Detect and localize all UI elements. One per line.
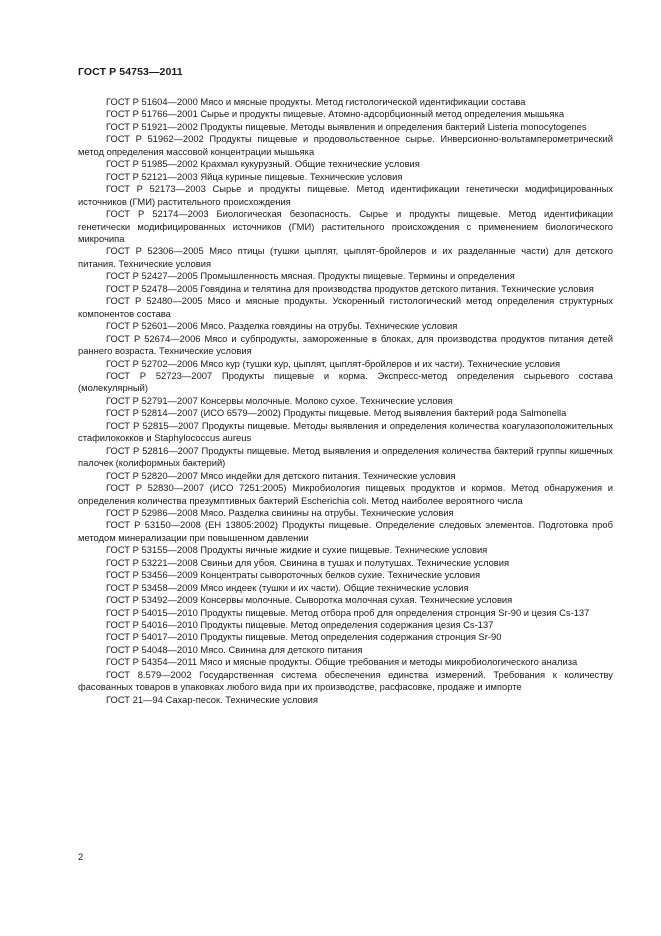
reference-entry: ГОСТ Р 54015—2010 Продукты пищевые. Метод отбора проб для определения стронция Sr-90 и цезия Cs-137 [106,606,590,618]
reference-entry: ГОСТ Р 53458—2009 Мясо индеек (тушки и их части). Общие технические условия [106,581,469,593]
document-header: ГОСТ Р 54753—2011 [78,66,183,78]
reference-entry: ГОСТ Р 52306—2005 Мясо птицы (тушки цыплят, цыплят-бройлеров и их разделанные части) для детского питания. Технические условия [78,245,613,269]
reference-entry: ГОСТ Р 52427—2005 Промышленность мясная. Продукты пищевые. Термины и определения [106,270,515,282]
reference-entry: ГОСТ Р 52173—2003 Сырье и продукты пищевые. Метод идентификации генетически модифицированных источников (ГМИ) растительного происхождения [78,183,613,207]
reference-entry: ГОСТ Р 52791—2007 Консервы молочные. Молоко сухое. Технические условия [106,394,453,406]
reference-entry: ГОСТ Р 52820—2007 Мясо индейки для детского питания. Технические условия [106,469,456,481]
reference-entry: ГОСТ Р 53150—2008 (ЕН 13805:2002) Продукты пищевые. Определение следовых элементов. Подготовка проб методом минерализации при повышенном давлении [78,519,613,543]
reference-entry: ГОСТ Р 52478—2005 Говядина и телятина для производства продуктов детского питания. Технические условия [106,282,594,294]
reference-entry: ГОСТ Р 53155—2008 Продукты яичные жидкие и сухие пищевые. Технические условия [106,544,488,556]
reference-entry: ГОСТ Р 53492—2009 Консервы молочные. Сыворотка молочная сухая. Технические условия [106,594,513,606]
reference-entry: ГОСТ Р 54354—2011 Мясо и мясные продукты. Общие требования и методы микробиологического анализа [106,656,578,668]
reference-entry: ГОСТ Р 54017—2010 Продукты пищевые. Метод определения содержания стронция Sr-90 [106,631,502,643]
reference-entry: ГОСТ Р 52815—2007 Продукты пищевые. Методы выявления и определения количества коагулазоположительных стафилококков и Staphylococcus aureus [78,419,613,444]
reference-entry: ГОСТ Р 52986—2008 Мясо. Разделка свинины на отрубы. Технические условия [106,506,454,518]
page-number: 2 [78,851,84,862]
reference-entry: ГОСТ 8.579—2002 Государственная система обеспечения единства измерений. Требования к количеству фасованных товаров в упаковках любого вида при их производстве, расфасовке, продаже и импорте [78,668,613,693]
reference-entry: ГОСТ Р 52121—2003 Яйца куриные пищевые. Технические условия [106,170,403,182]
reference-entry: ГОСТ Р 51766—2001 Сырье и продукты пищевые. Атомно-адсорбционный метод определения мышьяка [106,108,565,120]
reference-entry: ГОСТ Р 52830—2007 (ИСО 7251:2005) Микробиология пищевых продуктов и кормов. Метод обнаружения и определения количества презумптивных бактерий Escherichia coli. Метод наиболее вероятного числа [78,482,613,506]
reference-entry: ГОСТ Р 52816—2007 Продукты пищевые. Метод выявления и определения количества бактерий группы кишечных палочек (колиформных бактерий) [78,444,613,469]
reference-entry: ГОСТ Р 54048—2010 Мясо. Свинина для детского питания [106,643,363,655]
reference-entry: ГОСТ Р 54016—2010 Продукты пищевые. Метод определения содержания цезия Cs-137 [106,619,494,631]
reference-entry: ГОСТ Р 52723—2007 Продукты пищевые и корма. Экспресс-метод определения сырьевого состава (молекулярный) [78,369,613,394]
references-list [78,96,613,706]
reference-entry: ГОСТ Р 51921—2002 Продукты пищевые. Методы выявления и определения бактерий Listeria monocytogenes [106,120,587,132]
reference-entry: ГОСТ Р 51985—2002 Крахмал кукурузный. Общие технические условия [106,158,420,170]
reference-entry: ГОСТ Р 52480—2005 Мясо и мясные продукты. Ускоренный гистологический метод определения структурных компонентов состава [78,295,613,319]
reference-entry: ГОСТ Р 52601—2006 Мясо. Разделка говядины на отрубы. Технические условия [106,320,458,332]
reference-entry: ГОСТ Р 52674—2006 Мясо и субпродукты, замороженные в блоках, для производства продуктов питания детей раннего возраста. Технические условия [78,332,613,357]
reference-entry: ГОСТ Р 52174—2003 Биологическая безопасность. Сырье и продукты пищевые. Метод идентификации генетически модифицированных источников (ГМИ) растительного происхождения с применением биологического микрочипа [78,208,613,244]
reference-entry: ГОСТ Р 52702—2006 Мясо кур (тушки кур, цыплят, цыплят-бройлеров и их части). Технические условия [106,357,561,369]
reference-entry: ГОСТ Р 51604—2000 Мясо и мясные продукты. Метод гистологической идентификации состава [106,96,526,107]
reference-entry: ГОСТ Р 52814—2007 (ИСО 6579—2002) Продукты пищевые. Метод выявления бактерий рода Salmonella [106,407,567,419]
reference-entry: ГОСТ 21—94 Сахар-песок. Технические условия [106,693,318,705]
reference-entry: ГОСТ Р 51962—2002 Продукты пищевые и продовольственное сырье. Инверсионно-вольтамперометрический метод определения массовой концентрации мышьяка [78,133,613,157]
reference-entry: ГОСТ Р 53456—2009 Концентраты сывороточных белков сухие. Технические условия [106,569,481,581]
reference-entry: ГОСТ Р 53221—2008 Свиньи для убоя. Свинина в тушах и полутушах. Технические условия [106,556,510,568]
